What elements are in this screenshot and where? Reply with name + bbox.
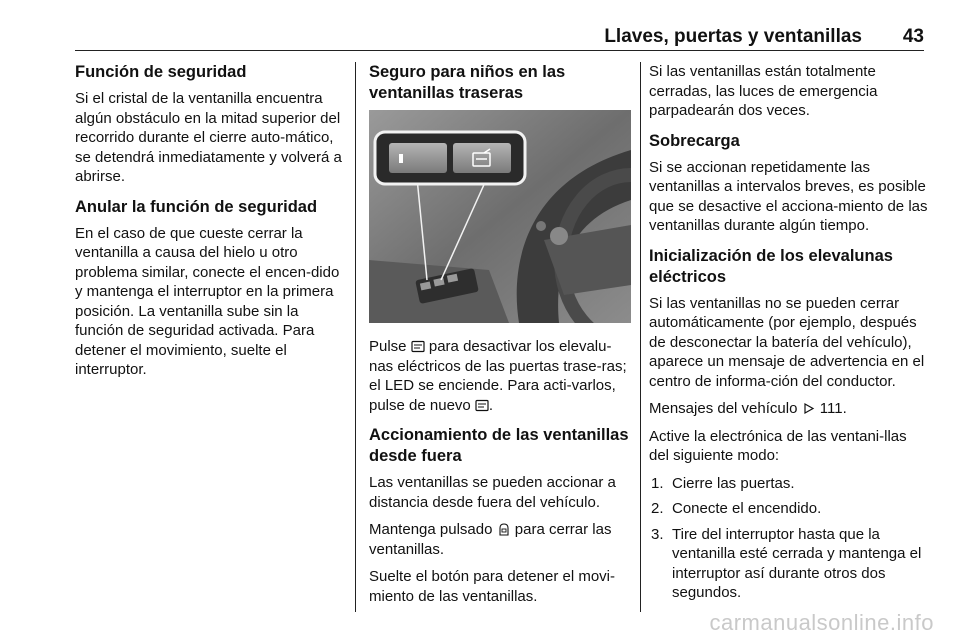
steps-list bbox=[649, 474, 929, 603]
watermark: carmanualsonline.info bbox=[709, 610, 934, 635]
paragraph: Si el cristal de la ventanilla encuentra algún obstáculo en la mitad superior del recorrido durante el cierre auto-mático, se detendrá inmediatamente y volverá a abrirse. bbox=[75, 90, 342, 185]
paragraph: Active la electrónica de las ventani-llas del siguiente modo: bbox=[649, 427, 907, 464]
child-lock-switch-photo bbox=[369, 110, 631, 323]
step-text: Tire del interruptor hasta que la ventanilla esté cerrada y mantenga el interruptor así durante otros dos segundos. bbox=[672, 525, 922, 601]
child-lock-icon bbox=[411, 340, 425, 353]
section-heading: Función de seguridad bbox=[75, 63, 247, 81]
text-run: . bbox=[488, 396, 494, 414]
text-run: 111. bbox=[819, 400, 847, 417]
column-divider bbox=[640, 62, 641, 612]
text-run: Pulse bbox=[369, 338, 407, 355]
section-heading: Accionamiento de las ventanillas desde fuera bbox=[369, 426, 629, 465]
section-heading: Anular la función de seguridad bbox=[75, 197, 318, 216]
list-item bbox=[649, 525, 929, 603]
text-run: para desactivar los elevalu-nas eléctricos de las puertas trase-ras; el LED se enciende. Para acti-varlos, pulse de nuevo bbox=[369, 338, 627, 414]
text-run: Mantenga pulsado bbox=[369, 521, 493, 538]
paragraph bbox=[369, 520, 633, 559]
paragraph: Si las ventanillas no se pueden cerrar automáticamente (por ejemplo, después de desconectar la batería del vehículo), aparece un mensaje de advertencia en el centro de informa-ción del conductor. bbox=[649, 294, 925, 390]
paragraph: En el caso de que cueste cerrar la ventanilla a causa del hielo u otro problema similar, conecte el encen-dido y mantenga el interruptor en la primera posición. La ventanilla sube sin la función de seguridad activada. Para detener el movimiento, suelte el interruptor. bbox=[75, 224, 340, 378]
section-heading: Sobrecarga bbox=[649, 131, 740, 150]
paragraph bbox=[369, 337, 633, 415]
column-divider bbox=[355, 62, 356, 612]
section-heading: Seguro para niños en las ventanillas traseras bbox=[369, 63, 566, 102]
column-3 bbox=[649, 62, 929, 609]
paragraph: Las ventanillas se pueden accionar a distancia desde fuera del vehículo. bbox=[369, 474, 616, 511]
paragraph: Si se accionan repetidamente las ventanillas a intervalos breves, es posible que se desactive el acciona-miento de las ventanillas durante algún tiempo. bbox=[649, 158, 928, 234]
step-text: Cierre las puertas. bbox=[672, 474, 795, 492]
column-1 bbox=[75, 62, 345, 388]
step-number: 3. bbox=[651, 525, 664, 543]
paragraph: Si las ventanillas están totalmente cerradas, las luces de emergencia parpadearán dos veces. bbox=[649, 63, 878, 119]
step-number: 2. bbox=[651, 500, 664, 517]
list-item bbox=[649, 499, 929, 519]
page-reference-icon bbox=[802, 402, 816, 415]
running-title: Llaves, puertas y ventanillas bbox=[604, 26, 862, 47]
step-number: 1. bbox=[651, 474, 664, 492]
text-run: Mensajes del vehículo bbox=[649, 400, 798, 417]
paragraph: Suelte el botón para detener el movi-miento de las ventanillas. bbox=[369, 568, 615, 605]
column-2 bbox=[369, 62, 633, 614]
lock-key-icon bbox=[497, 523, 511, 536]
step-text: Conecte el encendido. bbox=[672, 500, 822, 517]
list-item bbox=[649, 474, 929, 494]
text-run: para cerrar las ventanillas. bbox=[369, 521, 612, 558]
page-header bbox=[75, 20, 924, 51]
section-heading: Inicialización de los elevalunas eléctricos bbox=[649, 246, 893, 286]
paragraph bbox=[649, 399, 929, 419]
child-lock-icon bbox=[475, 399, 489, 412]
page-number: 43 bbox=[902, 26, 924, 47]
